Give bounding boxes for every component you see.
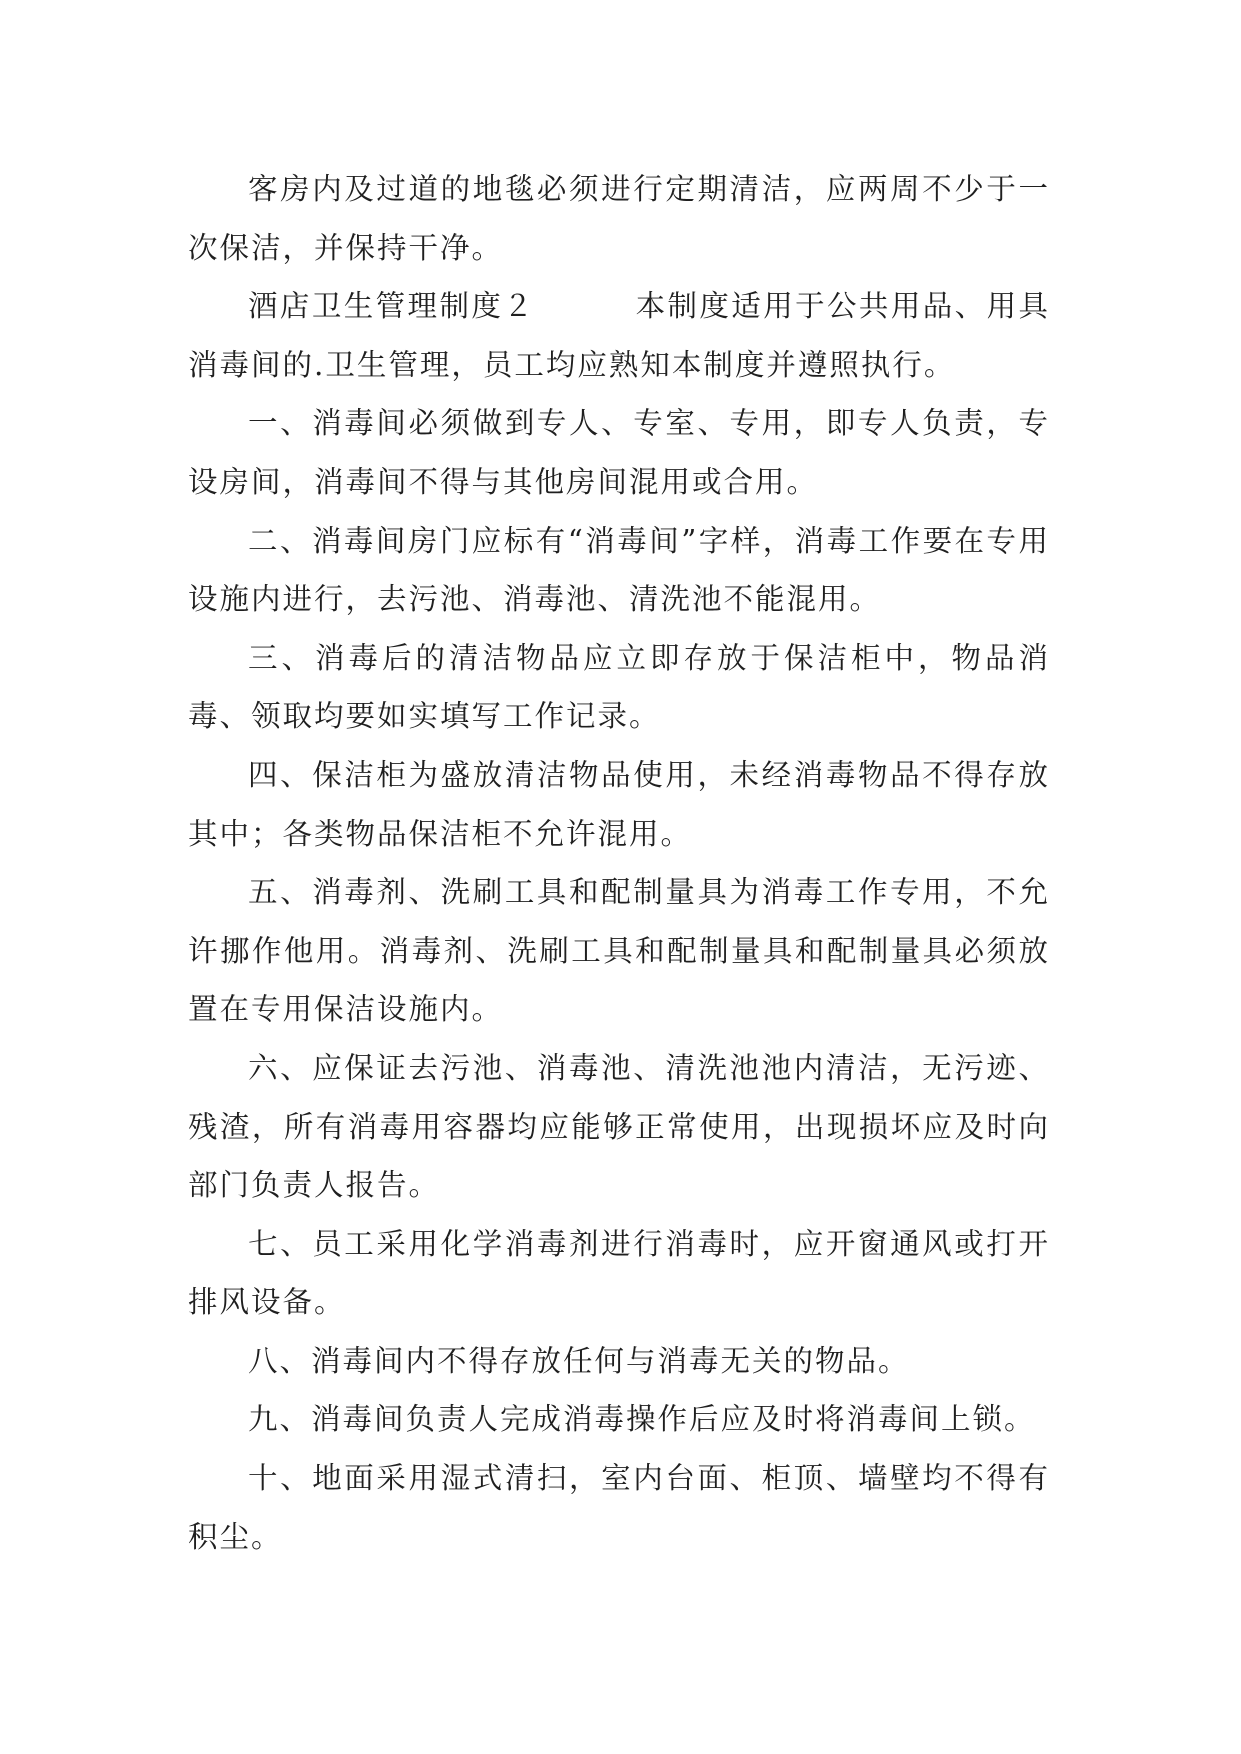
rule-item-8: 八、消毒间内不得存放任何与消毒无关的物品。 — [248, 1343, 910, 1378]
rule-item-9: 九、消毒间负责人完成消毒操作后应及时将消毒间上锁。 — [248, 1402, 1036, 1437]
document-body — [188, 160, 1050, 1566]
rule-item-1: 一、消毒间必须做到专人、专室、专用，即专人负责，专设房间，消毒间不得与其他房间混用或合用。 — [188, 406, 1050, 499]
rule-item-7: 七、员工采用化学消毒剂进行消毒时，应开窗通风或打开排风设备。 — [188, 1226, 1050, 1320]
paragraph-carpet-cleaning: 客房内及过道的地毯必须进行定期清洁，应两周不少于一次保洁，并保持干净。 — [188, 172, 1050, 265]
section-heading: 酒店卫生管理制度２ — [248, 289, 536, 324]
rule-item-10: 十、地面采用湿式清扫，室内台面、柜顶、墙壁均不得有积尘。 — [188, 1461, 1050, 1554]
rule-item-4: 四、保洁柜为盛放清洁物品使用，未经消毒物品不得存放其中；各类物品保洁柜不允许混用。 — [188, 757, 1050, 851]
rule-item-3: 三、消毒后的清洁物品应立即存放于保洁柜中，物品消毒、领取均要如实填写工作记录。 — [188, 640, 1050, 734]
scope-statement: 本制度适用于公共用品、用具消毒间的.卫生管理，员工均应熟知本制度并遵照执行。 — [188, 289, 1050, 382]
rule-item-2: 二、消毒间房门应标有“消毒间”字样，消毒工作要在专用设施内进行，去污池、消毒池、清洗池不能混用。 — [188, 523, 1050, 617]
rule-item-5: 五、消毒剂、洗刷工具和配制量具为消毒工作专用，不允许挪作他用。消毒剂、洗刷工具和配制量具和配制量具必须放置在专用保洁设施内。 — [188, 875, 1050, 1027]
rule-item-6: 六、应保证去污池、消毒池、清洗池池内清洁，无污迹、残渣，所有消毒用容器均应能够正常使用，出现损坏应及时向部门负责人报告。 — [188, 1050, 1050, 1203]
paragraph-section-intro — [188, 277, 1050, 394]
